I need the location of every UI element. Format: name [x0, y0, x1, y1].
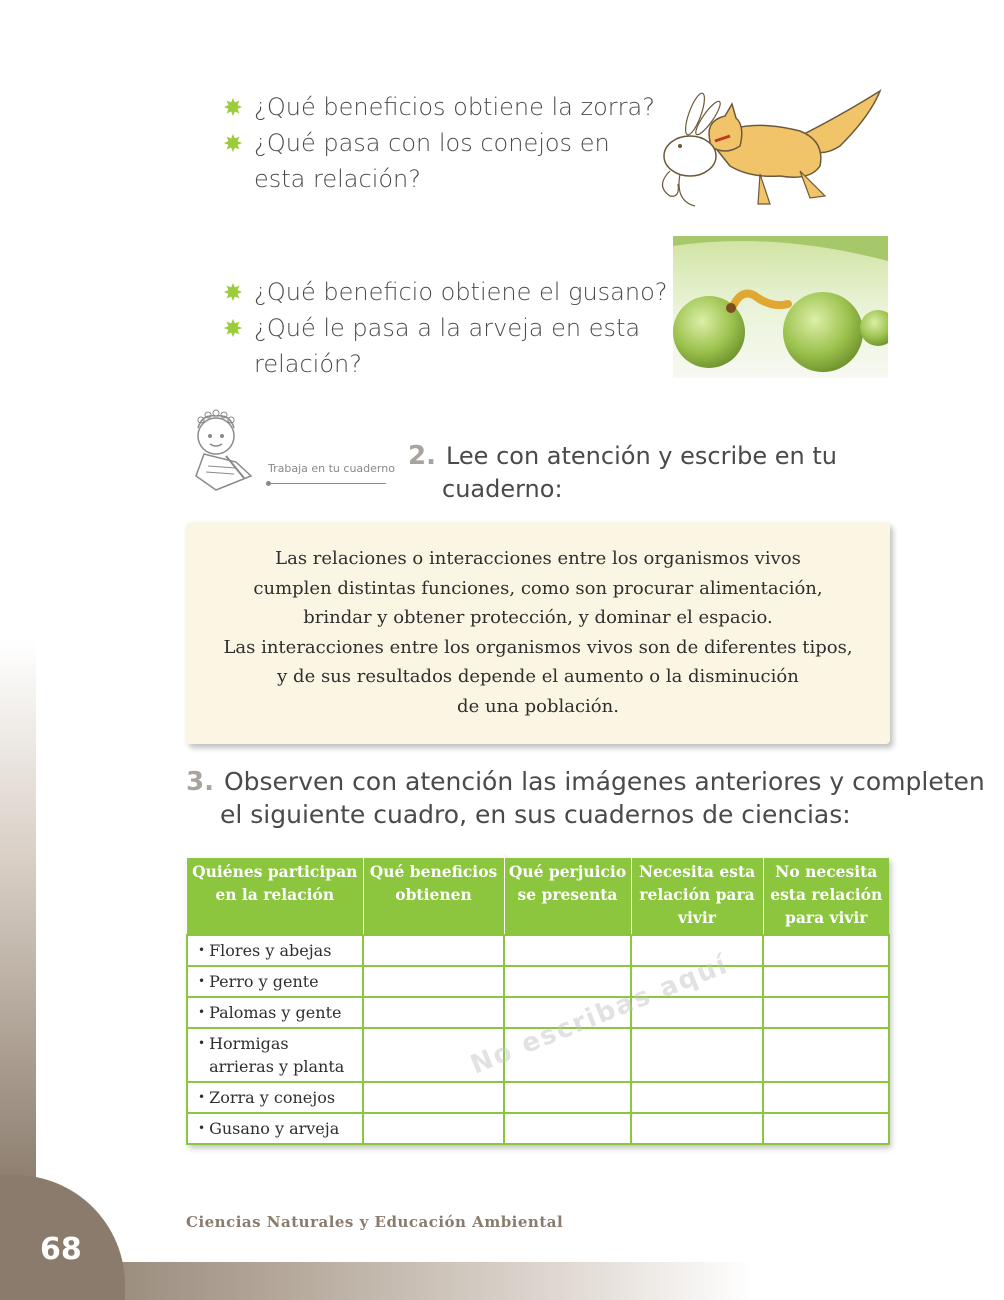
empty-cell: [631, 1113, 763, 1144]
activity-3: [186, 765, 985, 799]
footer-title: Ciencias Naturales y Educación Ambiental: [186, 1213, 564, 1231]
pea-worm-photo: [673, 236, 888, 378]
question-line: [222, 127, 655, 163]
row-label: • Palomas y gente: [187, 997, 363, 1028]
question-text: relación?: [254, 350, 362, 378]
note-line: brindar y obtener protección, y dominar el espacio.: [303, 607, 773, 628]
empty-cell: [363, 966, 504, 997]
table-row: [187, 1113, 889, 1144]
column-header: No necesita esta relación para vivir: [763, 858, 889, 935]
note-line: Las interacciones entre los organismos vivos son de diferentes tipos,: [223, 636, 853, 658]
empty-cell: [504, 935, 631, 966]
empty-cell: [504, 1082, 631, 1113]
column-header: Qué beneficios obtienen: [363, 858, 504, 935]
question-text: esta relación?: [254, 165, 421, 193]
questions-fox: [222, 91, 655, 196]
empty-cell: [363, 997, 504, 1028]
leaf-bullet-icon: [222, 312, 254, 348]
note-line: y de sus resultados depende el aumento o la disminución: [277, 666, 799, 687]
empty-cell: [763, 1028, 889, 1082]
empty-cell: [631, 1028, 763, 1082]
row-label: • Hormigas arrieras y planta: [187, 1028, 363, 1082]
page-number: 68: [40, 1232, 82, 1267]
question-line: [222, 312, 668, 348]
empty-cell: [631, 1082, 763, 1113]
leaf-bullet-icon: [222, 127, 254, 163]
info-note-box: [186, 522, 890, 744]
activity-text: Lee con atención y escribe en tu: [445, 442, 837, 470]
column-header: Necesita esta relación para vivir: [631, 858, 763, 935]
activity-number: 3.: [186, 767, 214, 797]
divider-dot: [266, 481, 271, 486]
note-line: Las relaciones o interacciones entre los organismos vivos: [275, 548, 801, 569]
question-line: [222, 91, 655, 127]
child-writing-icon: [186, 406, 266, 498]
empty-cell: [763, 1082, 889, 1113]
empty-cell: [363, 1082, 504, 1113]
watermark: No escribas aquí: [466, 949, 733, 1081]
question-line: [222, 276, 668, 312]
side-band: [0, 640, 36, 1180]
note-line: cumplen distintas funciones, como son procurar alimentación,: [253, 577, 823, 599]
questions-worm: [222, 276, 668, 381]
fox-rabbit-illustration: [650, 86, 890, 214]
column-header: Quiénes participan en la relación: [187, 858, 363, 935]
activity-number: 2.: [408, 441, 436, 471]
question-text: ¿Qué pasa con los conejos en: [254, 129, 610, 157]
empty-cell: [763, 997, 889, 1028]
empty-cell: [504, 966, 631, 997]
work-in-notebook-label: Trabaja en tu cuaderno: [268, 462, 395, 475]
note-line: de una población.: [457, 695, 619, 717]
question-text: ¿Qué beneficios obtiene la zorra?: [254, 93, 655, 121]
leaf-bullet-icon: [222, 276, 254, 312]
table-row: [187, 935, 889, 966]
empty-cell: [763, 966, 889, 997]
leaf-bullet-icon: [222, 91, 254, 127]
question-text: ¿Qué le pasa a la arveja en esta: [254, 314, 641, 342]
divider: [268, 483, 386, 484]
activity-3-cont: el siguiente cuadro, en sus cuadernos de ciencias:: [220, 800, 851, 829]
note-text: [186, 544, 890, 721]
activity-2-cont: cuaderno:: [442, 475, 563, 503]
empty-cell: [763, 935, 889, 966]
row-label: • Flores y abejas: [187, 935, 363, 966]
relations-table: [186, 858, 888, 1145]
row-label: • Zorra y conejos: [187, 1082, 363, 1113]
question-line: [222, 348, 668, 381]
activity-2: [408, 440, 837, 473]
table-row: [187, 966, 889, 997]
question-line: [222, 163, 655, 196]
table-header-row: [187, 858, 889, 935]
empty-cell: [504, 1113, 631, 1144]
empty-cell: [363, 935, 504, 966]
question-text: ¿Qué beneficio obtiene el gusano?: [254, 278, 668, 306]
empty-cell: [763, 1113, 889, 1144]
row-label: • Perro y gente: [187, 966, 363, 997]
column-header: Qué perjuicio se presenta: [504, 858, 631, 935]
activity-text: Observen con atención las imágenes anteriores y completen: [223, 767, 985, 796]
row-label: • Gusano y arveja: [187, 1113, 363, 1144]
empty-cell: [363, 1113, 504, 1144]
table-row: [187, 1082, 889, 1113]
bottom-band: [0, 1262, 1004, 1300]
